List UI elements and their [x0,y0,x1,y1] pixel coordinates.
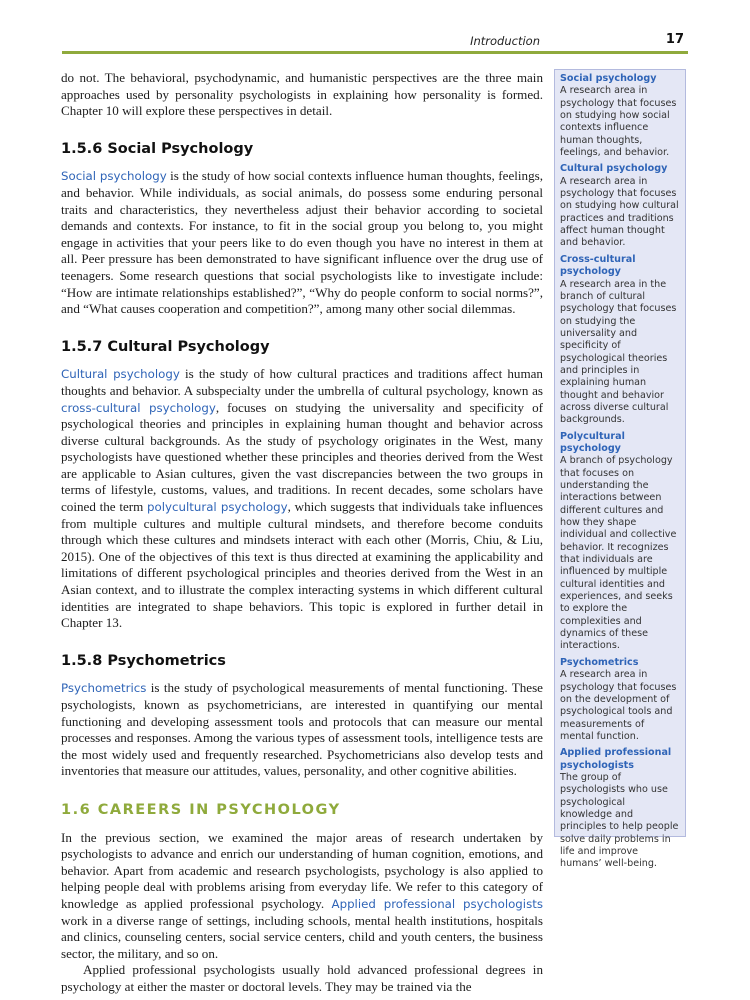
key-term-cross-cultural-psychology: cross-cultural psychology [61,400,216,415]
glossary-term: Polycultural psychology [560,430,625,454]
paragraph-text: is the study of psychological measurements of mental functioning. These psychologists, known as psychometricians, are interested in quantifying our mental functioning and developing assessment tools and protocols that can measure our mental processes and responses. Among the various types of assessment tools, intelligence tests are the most widely used and frequently researched. Psychometricians also develop tests and inventories that measure our attitudes, values, personality, and other cognitive abilities. [61,680,543,779]
paragraph-text: is the study of how social contexts influence human thoughts, feelings, and behavior. While individuals, as social animals, do possess some enduring personal traits and characteristics, they nevertheless adjust their behavior according to societal demands and contexts. For instance, to fit in the social group you belong to, you might engage in activities that your peers like to do even though you have no interest in them at all. Peer pressure has been demonstrated to have significant influence over the drug use of teenagers. Some research questions that social psychologists like to investigate include: “How are intimate relationships established?”, “Why do people conform to social norms?”, and “What causes cooperation and competition?”, among many other social dilemmas. [61,168,543,317]
section-heading-social-psychology: 1.5.6 Social Psychology [61,140,254,157]
glossary-definition: A research area in psychology that focuses on studying how cultural practices and traditions affect human thought and behavior. [560,175,679,249]
paragraph-text: is the study of how cultural practices and traditions affect human thoughts and behavior. A subspecialty under the umbrella of cultural psychology, known as [61,366,543,398]
glossary-term: Psychometrics [560,656,639,668]
glossary-definition: A branch of psychology that focuses on understanding the interactions between different cultures and how they shape individual and collective behavior. It recognizes that individuals are influenced by multiple cultural identities and experiences, and seeks to explore the complexities and dynamics of these interactions. [560,455,677,652]
careers-paragraph [61,830,543,963]
glossary-entry [560,431,680,653]
paragraph-text: work in a diverse range of settings, including schools, mental health institutions, hospitals and clinics, counseling centers, social service centers, child and youth centers, the business sector, the military, and so on. [61,912,543,961]
glossary-entry [560,73,680,159]
cultural-psychology-paragraph [61,366,543,632]
careers-paragraph-2: Applied professional psychologists usually hold advanced professional degrees in psychology at either the master or doctoral levels. They may be trained via the [61,962,543,994]
glossary-definition: A research area in the branch of cultural psychology that focuses on studying the universality and specificity of psychological theories and principles in explaining human thought and behavior across diverse cultural backgrounds. [560,278,677,426]
page-number: 17 [665,32,684,47]
main-text-column [61,70,543,996]
running-header [62,32,688,52]
key-term-psychometrics: Psychometrics [61,681,147,696]
glossary-entry [560,747,680,870]
paragraph-text: , which suggests that individuals take influences from multiple cultures and multiple cultural mindsets, and therefore become conduits through which these cultures and mindsets interact with each other (Morris, Chiu, & Liu, 2015). One of the objectives of this text is thus directed at examining the applicability and limitations of different psychological principles and theories derived from the West in an Asian context, and to illustrate the complex interacting systems in which different cultural identities are integrated to shape behaviors. This topic is explored in further detail in Chapter 13. [61,499,544,631]
glossary-term: Cross-cultural psychology [560,253,636,278]
glossary-entry [560,254,680,427]
glossary-term: Applied professional psychologists [560,747,672,771]
glossary-entry [560,163,680,249]
glossary-term: Social psychology [560,73,657,84]
header-rule [62,51,688,54]
section-heading-careers: 1.6 CAREERS IN PSYCHOLOGY [61,801,341,818]
social-psychology-paragraph [61,168,543,317]
glossary-term: Cultural psychology [560,163,668,175]
key-term-social-psychology: Social psychology [61,169,167,184]
paragraph-text: In the previous section, we examined the major areas of research undertaken by psychologists to advance and enrich our understanding of human cognition, emotions, and behavior. Apart from academic and research psychologists, psychology is also applied to helping people deal with problems arising from everyday life. We refer to this category of knowledge as applied professional psychology. [61,829,543,911]
section-heading-psychometrics: 1.5.8 Psychometrics [61,652,226,669]
glossary-definition: A research area in psychology that focuses on studying how social contexts influence human thoughts, feelings, and behavior. [560,85,677,159]
section-heading-cultural-psychology: 1.5.7 Cultural Psychology [61,338,270,355]
key-term-cultural-psychology: Cultural psychology [61,367,180,382]
key-term-applied-professional-psychologists: Applied professional psychologists [331,896,543,911]
running-header-title: Introduction [470,34,540,48]
key-term-polycultural-psychology: polycultural psychology [147,500,288,515]
paragraph-text: , focuses on studying the universality and specificity of psychological theories and principles in explaining human thought and behavior across diverse cultural backgrounds. As the study of psychology originates in the West, many psychologists have questioned whether these principles and theories derived from the West are applicable to Asian cultures, given the vast discrepancies between the two groups in terms of lifestyle, customs, values, and traditions. In recent decades, some scholars have coined the term [61,399,544,515]
intro-paragraph: do not. The behavioral, psychodynamic, and humanistic perspectives are the three main approaches used by personality psychologists in explaining how personality is formed. Chapter 10 will explore these perspectives in detail. [61,70,543,119]
glossary-entry [560,657,680,743]
glossary-definition: A research area in psychology that focuses on the development of psychological tools and measurements of mental function. [560,669,677,742]
glossary-definition: The group of psychologists who use psychological knowledge and principles to help people solve daily problems in life and improve humans’ well-being. [560,771,679,870]
psychometrics-paragraph [61,680,543,780]
glossary-sidebar [554,69,686,870]
